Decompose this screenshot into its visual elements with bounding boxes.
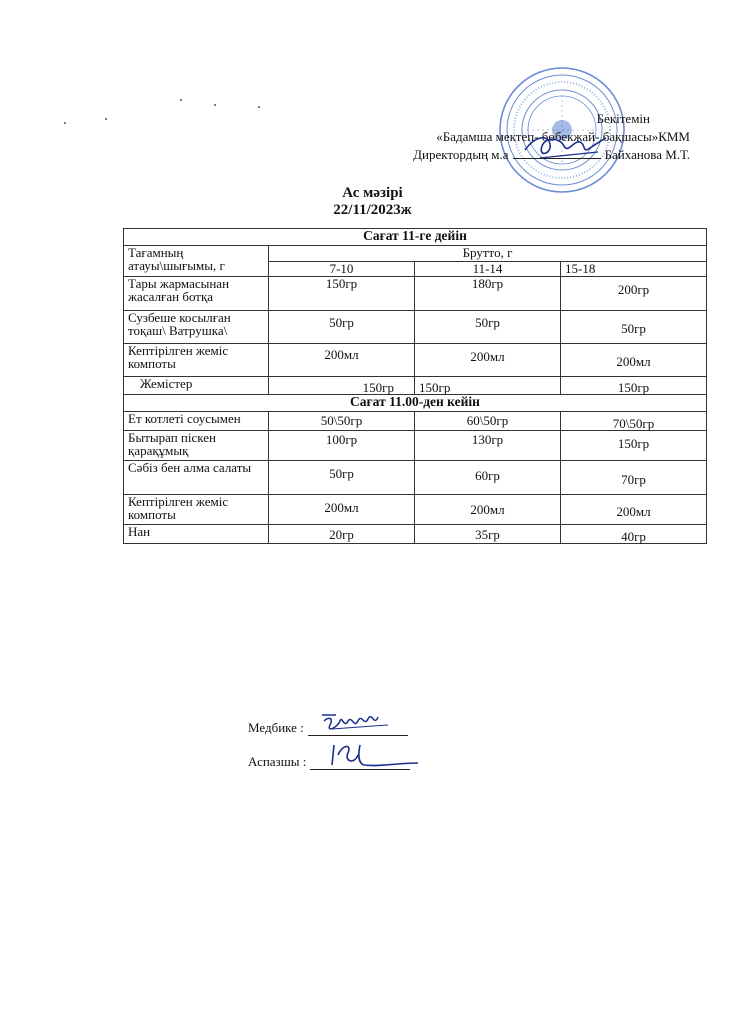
portion-15-18: 70\50гр [561,412,707,431]
portion-11-14: 130гр [415,431,561,461]
age-group-7-10: 7-10 [269,261,415,277]
dish-name: Сузбеше косылған тоқаш\ Ватрушка\ [124,311,269,344]
portion-7-10: 100гр [269,431,415,461]
dish-name: Кептірілген жеміс компоты [124,344,269,377]
scan-speck [105,118,107,120]
nurse-signature [318,707,418,737]
approval-heading: Бекітемін [596,111,650,126]
scan-speck [258,106,260,108]
table-header-row [124,246,707,262]
age-group-11-14: 11-14 [415,261,561,277]
dish-name: Нан [124,525,269,544]
portion-11-14: 150гр [415,377,561,395]
portion-11-14: 60\50гр [415,412,561,431]
table-row [124,311,707,344]
dish-name: Кептірілген жеміс компоты [124,495,269,525]
portion-15-18: 50гр [561,311,707,344]
portion-7-10: 50гр [269,461,415,495]
cook-signature-row [248,754,410,770]
age-group-15-18: 15-18 [561,261,707,277]
dish-name: Ет котлеті соусымен [124,412,269,431]
scan-speck [64,122,66,124]
nurse-signature-line [308,721,408,736]
portion-7-10: 150гр [269,377,415,395]
dish-name: Сәбіз бен алма салаты [124,461,269,495]
portion-7-10: 50гр [269,311,415,344]
portion-11-14: 200мл [415,344,561,377]
portion-7-10: 200мл [269,344,415,377]
portion-7-10: 50\50гр [269,412,415,431]
portion-11-14: 180гр [415,277,561,311]
menu-date: 22/11/2023ж [333,202,412,218]
section-before-11: Сағат 11-ге дейін [124,229,707,246]
table-row [124,412,707,431]
portion-11-14: 60гр [415,461,561,495]
portion-15-18: 200мл [561,344,707,377]
menu-title: Ас мәзірі [342,185,403,201]
table-row [124,461,707,495]
dish-name: Бытырап піскен қарақұмық [124,431,269,461]
dish-name: Тары жармасынан жасалған ботқа [124,277,269,311]
portion-7-10: 20гр [269,525,415,544]
portion-15-18: 200гр [561,277,707,311]
organization-name: «Бадамша мектеп- бөбекжай- бақшасы»КММ [436,129,690,144]
nurse-label: Медбике : [248,720,304,735]
scan-speck [180,99,182,101]
portion-15-18: 200мл [561,495,707,525]
scan-speck [214,104,216,106]
portion-7-10: 150гр [269,277,415,311]
portion-15-18: 150гр [561,377,707,395]
portion-11-14: 200мл [415,495,561,525]
menu-table [123,228,707,544]
section-header-row [124,395,707,412]
director-signature [520,128,610,168]
section-after-11: Сағат 11.00-ден кейін [124,395,707,412]
column-header-brutto: Брутто, г [269,246,707,262]
portion-15-18: 150гр [561,431,707,461]
table-row [124,495,707,525]
portion-15-18: 70гр [561,461,707,495]
table-row [124,377,707,395]
portion-15-18: 40гр [561,525,707,544]
portion-11-14: 35гр [415,525,561,544]
director-role: Директордың м.а [413,147,509,162]
table-row [124,344,707,377]
column-header-dish: Тағамның атауы\шығымы, г [124,246,269,277]
portion-7-10: 200мл [269,495,415,525]
dish-name: Жемістер [124,377,269,395]
portion-11-14: 50гр [415,311,561,344]
cook-signature-line [310,755,410,770]
cook-label: Аспазшы : [248,754,307,769]
table-row [124,277,707,311]
nurse-signature-row [248,720,408,736]
table-row [124,525,707,544]
director-name: Байханова М.Т. [604,147,690,162]
cook-signature [328,741,428,771]
table-row [124,431,707,461]
section-header-row [124,229,707,246]
